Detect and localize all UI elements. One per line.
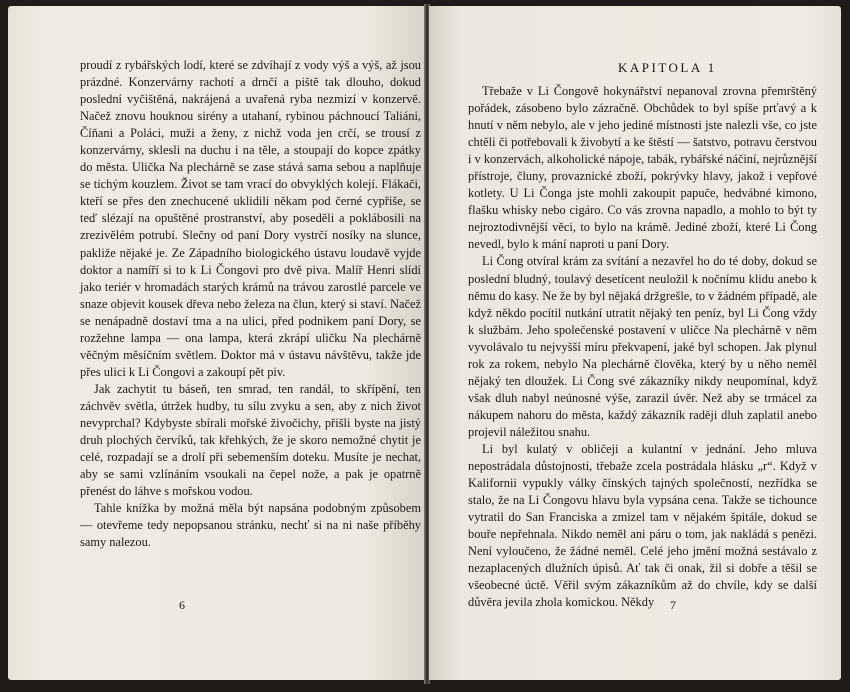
paragraph: Jak zachytit tu báseň, ten smrad, ten randál, to skřípění, ten záchvěv světla, útržek hudby, tu sílu zvyku a sen, aby z nich život nevyprchal? Kdybyste sbírali mořské živočichy, přišli byste na jistý druh plochých červíků, tak křehkých, že je skoro nemožné chytit je celé, rozpadají se a drolí při sebemenším doteku. Musíte je nechat, aby se sami vzlínáním vsoukali na čepel nože, a pak je opatrně přenést do láhve s mořskou vodou. [80, 381, 421, 499]
right-page [429, 6, 841, 680]
paragraph: Li Čong otvíral krám za svítání a nezavřel ho do té doby, dokud se poslední bludný, toulavý desetícent neuložil k nočnímu klidu anebo k němu do kasy. Ne že by byl nějaká držgrešle, to v žádném případě, ale když někdo pocítil nutkání utratit nějaký ten peníz, byl Li Čong vždy k službám. Jeho společenské postavení v uličce Na plechárně v něm vyvolávalo tu nejvyšší míru překvapení, jaké byl schopen. Jak plynul rok za rokem, nebylo Na plechárně člověka, který by u něho neměl nějaký ten dloužek. Li Čong své zákazníky nikdy neupomínal, když však dluh nabyl neúnosné výše, zarazil úvěr. Než aby se trmácel za nákupem nahoru do města, každý zákazník raději dluh zaplatil anebo projevil náležitou snahu. [468, 254, 817, 439]
paragraph: Tahle knížka by možná měla být napsána podobným způsobem — otevřeme tedy nepopsanou stránku, nechť si na ni naše příběhy samy nalezou. [80, 501, 421, 550]
page-number: 7 [670, 598, 676, 612]
right-page-text [468, 83, 817, 611]
paragraph: Li byl kulatý v obličeji a kulantní v jednání. Jeho mluva nepostrádala důstojnosti, třebaže zcela postrádala hlásku „r“. Když v Kalifornii vypukly války čínských tajných společností, nezřídka se stalo, že na Li Čongovu hlavu byla vypsána cena. Takže se tichounce vytratil do San Franciska a zmizel tam v nějakém špitále, dokud se bouře nepřehnala. Nikdo neměl ani páru o tom, jak nakládá s penězi. Není vyloučeno, že žádné neměl. Celé jeho jmění možná sestávalo z nezaplacených dlužních úpisů. Ať tak či onak, žil si dobře a těšil se všeobecné úctě. Věřil svým zákazníkům až do chvíle, kdy se další důvěra jevila zhola komickou. Někdy [468, 441, 817, 610]
chapter-heading: KAPITOLA 1 [618, 60, 717, 75]
paragraph: Třebaže v Li Čongově hokynářství nepanoval zrovna přemrštěný pořádek, zásobeno bylo zázračně. Obchůdek to byl spíše prťavý a k hnutí v něm nebylo, ale v jeho jediné místnosti jste nalezli vše, co jste chtěli či potřebovali k živobytí a ke štěstí — šatstvo, potravu čerstvou i v konzervách, alkoholické nápoje, tabák, rybářské náčiní, nejrůznější přístroje, čluny, provaznické zboží, pokrývky hlavy, jakož i vepřové kotlety. U Li Čonga jste mohli zakoupit papuče, hedvábné kimono, flašku whisky nebo cigáro. Co vás zrovna napadlo, a mohlo to být ty nejroztodivnější věci, to bylo na krámě. Jediné zboží, které Li Čong nevedl, bylo k mání naproti u paní Dory. [468, 84, 817, 252]
paragraph: proudí z rybářských lodí, které se zdvíhají z vody výš a výš, až jsou prázdné. Konzervárny rachotí a drnčí a pištĕ tak dlouho, dokud poslední vyčištěná, nakrájená a uvařená ryba nezmizí v konzervě. Načež znovu houknou sirény a utahaní, rybinou páchnoucí Taliáni, Číňani a Poláci, muži a ženy, z nichž voda jen crčí, se trousí z konzervárny, sklesli na duchu i na těle, a stoupají do kopce zpátky do města. Ulička Na plechárně se zase stává sama sebou a naplňuje se tichým kouzlem. Život se tam vrací do obvyklých kolejí. Flákači, kteří se přes den znechucené uklidili někam pod černé cypřiše, se teď slézají na opuštěné prostranství, aby poseděli a poklábosili na zrezivělém potrubí. Slečny od paní Dory vystrčí nosíky na slunce, pakliže nějaké je. Ze Západního biologického ústavu loudavě vyjde doktor a namíří si to k Li Čongovi pro dvě piva. Malíř Henri slídí jako teriér v hromadách starých krámů na trávou zarostlé parcele ve snaze objevit kousek dřeva nebo železa na člun, který si staví. Načež se nenápadně dostaví tma a na ulici, před podnikem paní Dory, se rozžehne lampa — ona lampa, která zkrápí uličku Na plechárně věčným měsíčním světlem. Doktor má v ústavu návštěvu, takže jde přes ulici k Li Čongovi a zakoupí pět piv. [80, 58, 421, 379]
page-number: 6 [179, 598, 185, 612]
left-page [8, 6, 425, 680]
left-page-text [80, 57, 421, 551]
